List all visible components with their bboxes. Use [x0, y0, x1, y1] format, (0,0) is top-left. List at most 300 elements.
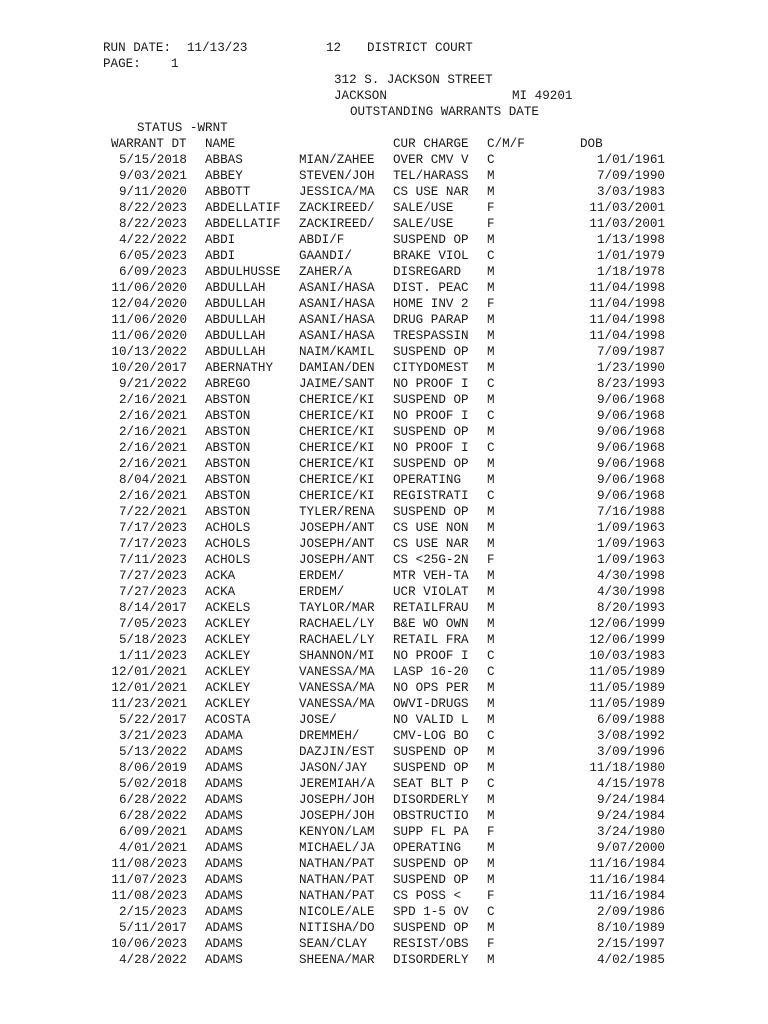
current-charge: SPD 1-5 OV — [393, 905, 469, 919]
last-name: ADAMS — [205, 889, 243, 903]
warrant-date: 10/20/2017 — [111, 361, 187, 375]
dob-header: DOB — [580, 137, 603, 151]
current-charge: SUSPEND OP — [393, 921, 469, 935]
date-of-birth: 4/30/1998 — [596, 585, 665, 599]
first-name: CHERICE/KI — [299, 441, 375, 455]
date-of-birth: 9/06/1968 — [596, 473, 665, 487]
last-name: ABSTON — [205, 425, 251, 439]
date-of-birth: 9/24/1984 — [596, 809, 665, 823]
current-charge: SUSPEND OP — [393, 745, 469, 759]
warrant-date: 8/06/2019 — [118, 761, 187, 775]
table-row — [0, 920, 768, 936]
first-name: TYLER/RENA — [299, 505, 375, 519]
warrant-date: 11/06/2020 — [111, 281, 187, 295]
first-name: ASANI/HASA — [299, 329, 375, 343]
table-row — [0, 744, 768, 760]
first-name: ABDI/F — [299, 233, 345, 247]
table-row — [0, 760, 768, 776]
last-name: ADAMS — [205, 857, 243, 871]
warrant-date: 4/01/2021 — [118, 841, 187, 855]
first-name: NITISHA/DO — [299, 921, 375, 935]
charge-class: F — [487, 217, 495, 231]
last-name: ADAMS — [205, 793, 243, 807]
first-name: CHERICE/KI — [299, 457, 375, 471]
charge-class: M — [487, 761, 495, 775]
last-name: ABBAS — [205, 153, 243, 167]
warrant-date: 8/22/2023 — [118, 217, 187, 231]
date-of-birth: 1/01/1979 — [596, 249, 665, 263]
current-charge: SUSPEND OP — [393, 457, 469, 471]
first-name: DAMIAN/DEN — [299, 361, 375, 375]
date-of-birth: 11/18/1980 — [589, 761, 665, 775]
warrant-date: 12/01/2021 — [111, 665, 187, 679]
charge-class: M — [487, 921, 495, 935]
first-name: ASANI/HASA — [299, 297, 375, 311]
first-name: NATHAN/PAT — [299, 889, 375, 903]
first-name: JOSEPH/ANT — [299, 553, 375, 567]
charge-class: M — [487, 185, 495, 199]
cur-charge-header: CUR CHARGE — [393, 137, 469, 151]
table-row — [0, 904, 768, 920]
warrant-date: 6/28/2022 — [118, 793, 187, 807]
last-name: ADAMS — [205, 937, 243, 951]
charge-class: F — [487, 889, 495, 903]
date-of-birth: 12/06/1999 — [589, 633, 665, 647]
table-row — [0, 376, 768, 392]
date-of-birth: 11/05/1989 — [589, 697, 665, 711]
table-row — [0, 440, 768, 456]
warrant-date: 4/22/2022 — [118, 233, 187, 247]
table-row — [0, 200, 768, 216]
last-name: ABDULLAH — [205, 313, 266, 327]
table-row — [0, 872, 768, 888]
first-name: ASANI/HASA — [299, 281, 375, 295]
charge-class: M — [487, 393, 495, 407]
warrant-date: 5/18/2023 — [118, 633, 187, 647]
current-charge: CS USE NAR — [393, 537, 469, 551]
table-row — [0, 632, 768, 648]
last-name: ABDI — [205, 233, 236, 247]
first-name: NICOLE/ALE — [299, 905, 375, 919]
table-row — [0, 152, 768, 168]
last-name: ADAMS — [205, 953, 243, 967]
date-of-birth: 3/09/1996 — [596, 745, 665, 759]
last-name: ABDI — [205, 249, 236, 263]
last-name: ABDULLAH — [205, 281, 266, 295]
current-charge: DISREGARD — [393, 265, 462, 279]
first-name: ZAHER/A — [299, 265, 352, 279]
charge-class: M — [487, 537, 495, 551]
date-of-birth: 9/06/1968 — [596, 441, 665, 455]
date-of-birth: 2/09/1986 — [596, 905, 665, 919]
current-charge: DISORDERLY — [393, 793, 469, 807]
current-charge: OPERATING — [393, 473, 462, 487]
last-name: ACKLEY — [205, 681, 251, 695]
first-name: JASON/JAY — [299, 761, 368, 775]
first-name: TAYLOR/MAR — [299, 601, 375, 615]
warrant-date: 2/16/2021 — [118, 489, 187, 503]
current-charge: NO PROOF I — [393, 441, 469, 455]
charge-class: M — [487, 793, 495, 807]
current-charge: SUSPEND OP — [393, 345, 469, 359]
warrant-list — [0, 152, 768, 968]
table-row — [0, 936, 768, 952]
first-name: ZACKIREED/ — [299, 217, 375, 231]
current-charge: SUSPEND OP — [393, 873, 469, 887]
warrant-date: 12/04/2020 — [111, 297, 187, 311]
last-name: ADAMS — [205, 905, 243, 919]
charge-class: M — [487, 585, 495, 599]
table-row — [0, 264, 768, 280]
table-row — [0, 344, 768, 360]
table-row — [0, 888, 768, 904]
last-name: ACKLEY — [205, 617, 251, 631]
charge-class: M — [487, 617, 495, 631]
current-charge: HOME INV 2 — [393, 297, 469, 311]
first-name: JOSEPH/JOH — [299, 809, 375, 823]
last-name: ADAMS — [205, 809, 243, 823]
charge-class: M — [487, 841, 495, 855]
last-name: ACHOLS — [205, 553, 251, 567]
charge-class: C — [487, 409, 495, 423]
table-row — [0, 408, 768, 424]
last-name: ABBEY — [205, 169, 243, 183]
table-row — [0, 696, 768, 712]
charge-class: C — [487, 377, 495, 391]
last-name: ABDULLAH — [205, 345, 266, 359]
current-charge: SALE/USE — [393, 201, 454, 215]
current-charge: OBSTRUCTIO — [393, 809, 469, 823]
warrant-date: 11/23/2021 — [111, 697, 187, 711]
date-of-birth: 9/06/1968 — [596, 457, 665, 471]
warrant-date: 11/06/2020 — [111, 313, 187, 327]
last-name: ACKA — [205, 585, 236, 599]
first-name: JAIME/SANT — [299, 377, 375, 391]
last-name: ABSTON — [205, 409, 251, 423]
first-name: ERDEM/ — [299, 569, 345, 583]
warrant-date: 4/28/2022 — [118, 953, 187, 967]
court-city: JACKSON — [334, 89, 387, 103]
current-charge: SUSPEND OP — [393, 233, 469, 247]
date-of-birth: 4/30/1998 — [596, 569, 665, 583]
first-name: RACHAEL/LY — [299, 617, 375, 631]
charge-class: M — [487, 473, 495, 487]
first-name: MIAN/ZAHEE — [299, 153, 375, 167]
current-charge: MTR VEH-TA — [393, 569, 469, 583]
date-of-birth: 7/09/1987 — [596, 345, 665, 359]
current-charge: SUPP FL PA — [393, 825, 469, 839]
charge-class: M — [487, 809, 495, 823]
first-name: GAANDI/ — [299, 249, 352, 263]
charge-class: M — [487, 745, 495, 759]
first-name: JOSEPH/JOH — [299, 793, 375, 807]
last-name: ABSTON — [205, 489, 251, 503]
court-number: 12 — [326, 41, 342, 55]
last-name: ACHOLS — [205, 521, 251, 535]
current-charge: NO PROOF I — [393, 377, 469, 391]
warrant-date: 9/03/2021 — [118, 169, 187, 183]
first-name: NATHAN/PAT — [299, 857, 375, 871]
charge-class: F — [487, 937, 495, 951]
charge-class: M — [487, 697, 495, 711]
current-charge: CITYDOMEST — [393, 361, 469, 375]
last-name: ADAMS — [205, 745, 243, 759]
warrant-date: 11/07/2023 — [111, 873, 187, 887]
table-row — [0, 488, 768, 504]
table-row — [0, 248, 768, 264]
charge-class: C — [487, 777, 495, 791]
warrant-dt-header: WARRANT DT — [111, 137, 187, 151]
date-of-birth: 11/03/2001 — [589, 217, 665, 231]
warrant-date: 12/01/2021 — [111, 681, 187, 695]
table-row — [0, 664, 768, 680]
date-of-birth: 9/07/2000 — [596, 841, 665, 855]
date-of-birth: 9/06/1968 — [596, 489, 665, 503]
table-row — [0, 328, 768, 344]
cmf-header: C/M/F — [487, 137, 525, 151]
current-charge: CS POSS < — [393, 889, 462, 903]
charge-class: M — [487, 713, 495, 727]
table-row — [0, 600, 768, 616]
warrant-date: 9/11/2020 — [118, 185, 187, 199]
charge-class: M — [487, 457, 495, 471]
last-name: ACKLEY — [205, 649, 251, 663]
run-date-label: RUN DATE: — [103, 41, 172, 55]
current-charge: CMV-LOG BO — [393, 729, 469, 743]
last-name: ACKELS — [205, 601, 251, 615]
current-charge: NO VALID L — [393, 713, 469, 727]
date-of-birth: 2/15/1997 — [596, 937, 665, 951]
warrant-date: 6/28/2022 — [118, 809, 187, 823]
warrant-date: 6/05/2023 — [118, 249, 187, 263]
date-of-birth: 11/04/1998 — [589, 329, 665, 343]
page-label: PAGE: — [103, 57, 141, 71]
date-of-birth: 8/23/1993 — [596, 377, 665, 391]
date-of-birth: 3/03/1983 — [596, 185, 665, 199]
date-of-birth: 11/16/1984 — [589, 873, 665, 887]
table-row — [0, 184, 768, 200]
charge-class: M — [487, 345, 495, 359]
table-row — [0, 312, 768, 328]
first-name: JOSE/ — [299, 713, 337, 727]
table-row — [0, 216, 768, 232]
last-name: ACKLEY — [205, 697, 251, 711]
table-row — [0, 712, 768, 728]
table-row — [0, 552, 768, 568]
page-number: 1 — [171, 57, 179, 71]
charge-class: M — [487, 857, 495, 871]
court-state-zip: MI 49201 — [512, 89, 573, 103]
date-of-birth: 11/05/1989 — [589, 681, 665, 695]
first-name: ZACKIREED/ — [299, 201, 375, 215]
table-row — [0, 392, 768, 408]
last-name: ADAMS — [205, 761, 243, 775]
last-name: ADAMS — [205, 825, 243, 839]
first-name: SHEENA/MAR — [299, 953, 375, 967]
date-of-birth: 1/13/1998 — [596, 233, 665, 247]
table-row — [0, 728, 768, 744]
date-of-birth: 11/03/2001 — [589, 201, 665, 215]
warrant-date: 8/14/2017 — [118, 601, 187, 615]
current-charge: CS <25G-2N — [393, 553, 469, 567]
date-of-birth: 1/09/1963 — [596, 521, 665, 535]
date-of-birth: 9/24/1984 — [596, 793, 665, 807]
charge-class: C — [487, 441, 495, 455]
current-charge: LASP 16-20 — [393, 665, 469, 679]
date-of-birth: 3/08/1992 — [596, 729, 665, 743]
table-row — [0, 616, 768, 632]
charge-class: C — [487, 905, 495, 919]
warrant-date: 2/16/2021 — [118, 409, 187, 423]
current-charge: NO PROOF I — [393, 409, 469, 423]
last-name: ABSTON — [205, 457, 251, 471]
last-name: ADAMS — [205, 921, 243, 935]
current-charge: DISORDERLY — [393, 953, 469, 967]
first-name: CHERICE/KI — [299, 409, 375, 423]
charge-class: F — [487, 201, 495, 215]
date-of-birth: 9/06/1968 — [596, 425, 665, 439]
date-of-birth: 11/04/1998 — [589, 297, 665, 311]
date-of-birth: 1/18/1978 — [596, 265, 665, 279]
last-name: ADAMS — [205, 841, 243, 855]
current-charge: RETAIL FRA — [393, 633, 469, 647]
last-name: ABDULLAH — [205, 297, 266, 311]
first-name: JEREMIAH/A — [299, 777, 375, 791]
first-name: SEAN/CLAY — [299, 937, 368, 951]
last-name: ADAMA — [205, 729, 243, 743]
warrant-date: 11/06/2020 — [111, 329, 187, 343]
table-row — [0, 424, 768, 440]
date-of-birth: 12/06/1999 — [589, 617, 665, 631]
last-name: ABDELLATIF — [205, 217, 281, 231]
warrant-date: 9/21/2022 — [118, 377, 187, 391]
date-of-birth: 11/04/1998 — [589, 313, 665, 327]
current-charge: TEL/HARASS — [393, 169, 469, 183]
first-name: ERDEM/ — [299, 585, 345, 599]
charge-class: F — [487, 825, 495, 839]
charge-class: M — [487, 953, 495, 967]
warrant-date: 5/22/2017 — [118, 713, 187, 727]
charge-class: M — [487, 329, 495, 343]
date-of-birth: 11/16/1984 — [589, 889, 665, 903]
current-charge: CS USE NON — [393, 521, 469, 535]
table-row — [0, 232, 768, 248]
charge-class: M — [487, 281, 495, 295]
charge-class: C — [487, 649, 495, 663]
last-name: ABBOTT — [205, 185, 251, 199]
first-name: VANESSA/MA — [299, 665, 375, 679]
warrant-date: 8/04/2021 — [118, 473, 187, 487]
table-row — [0, 824, 768, 840]
warrant-date: 5/15/2018 — [118, 153, 187, 167]
charge-class: M — [487, 601, 495, 615]
current-charge: SUSPEND OP — [393, 761, 469, 775]
warrant-date: 7/05/2023 — [118, 617, 187, 631]
first-name: MICHAEL/JA — [299, 841, 375, 855]
status-wrnt-header: STATUS -WRNT — [137, 121, 228, 135]
charge-class: M — [487, 505, 495, 519]
charge-class: C — [487, 665, 495, 679]
last-name: ACKLEY — [205, 633, 251, 647]
table-row — [0, 168, 768, 184]
warrant-date: 7/11/2023 — [118, 553, 187, 567]
current-charge: CS USE NAR — [393, 185, 469, 199]
current-charge: OPERATING — [393, 841, 462, 855]
warrant-date: 2/16/2021 — [118, 393, 187, 407]
date-of-birth: 7/16/1988 — [596, 505, 665, 519]
date-of-birth: 8/20/1993 — [596, 601, 665, 615]
current-charge: B&E WO OWN — [393, 617, 469, 631]
last-name: ABERNATHY — [205, 361, 274, 375]
warrant-date: 10/06/2023 — [111, 937, 187, 951]
table-row — [0, 792, 768, 808]
warrant-date: 11/08/2023 — [111, 857, 187, 871]
table-row — [0, 808, 768, 824]
last-name: ACHOLS — [205, 537, 251, 551]
date-of-birth: 9/06/1968 — [596, 409, 665, 423]
current-charge: DRUG PARAP — [393, 313, 469, 327]
table-row — [0, 648, 768, 664]
date-of-birth: 7/09/1990 — [596, 169, 665, 183]
charge-class: F — [487, 297, 495, 311]
last-name: ABSTON — [205, 473, 251, 487]
name-header: NAME — [205, 137, 236, 151]
current-charge: SUSPEND OP — [393, 505, 469, 519]
first-name: SHANNON/MI — [299, 649, 375, 663]
first-name: ASANI/HASA — [299, 313, 375, 327]
first-name: DREMMEH/ — [299, 729, 360, 743]
table-row — [0, 456, 768, 472]
table-row — [0, 504, 768, 520]
charge-class: C — [487, 489, 495, 503]
table-row — [0, 584, 768, 600]
current-charge: SALE/USE — [393, 217, 454, 231]
first-name: JOSEPH/ANT — [299, 521, 375, 535]
warrant-date: 2/16/2021 — [118, 441, 187, 455]
table-row — [0, 680, 768, 696]
last-name: ADAMS — [205, 873, 243, 887]
current-charge: SEAT BLT P — [393, 777, 469, 791]
current-charge: BRAKE VIOL — [393, 249, 469, 263]
current-charge: UCR VIOLAT — [393, 585, 469, 599]
first-name: VANESSA/MA — [299, 681, 375, 695]
charge-class: M — [487, 681, 495, 695]
warrant-date: 6/09/2021 — [118, 825, 187, 839]
first-name: NATHAN/PAT — [299, 873, 375, 887]
warrant-date: 1/11/2023 — [118, 649, 187, 663]
first-name: STEVEN/JOH — [299, 169, 375, 183]
charge-class: C — [487, 153, 495, 167]
table-row — [0, 296, 768, 312]
warrant-date: 5/02/2018 — [118, 777, 187, 791]
run-date: 11/13/23 — [187, 41, 248, 55]
warrant-date: 5/11/2017 — [118, 921, 187, 935]
charge-class: M — [487, 169, 495, 183]
charge-class: C — [487, 729, 495, 743]
table-row — [0, 520, 768, 536]
charge-class: M — [487, 569, 495, 583]
date-of-birth: 1/09/1963 — [596, 553, 665, 567]
date-of-birth: 1/01/1961 — [596, 153, 665, 167]
last-name: ABSTON — [205, 441, 251, 455]
last-name: ABSTON — [205, 393, 251, 407]
current-charge: NO OPS PER — [393, 681, 469, 695]
warrant-date: 2/16/2021 — [118, 457, 187, 471]
warrant-date: 5/13/2022 — [118, 745, 187, 759]
date-of-birth: 4/15/1978 — [596, 777, 665, 791]
warrant-date: 11/08/2023 — [111, 889, 187, 903]
warrant-date: 2/15/2023 — [118, 905, 187, 919]
